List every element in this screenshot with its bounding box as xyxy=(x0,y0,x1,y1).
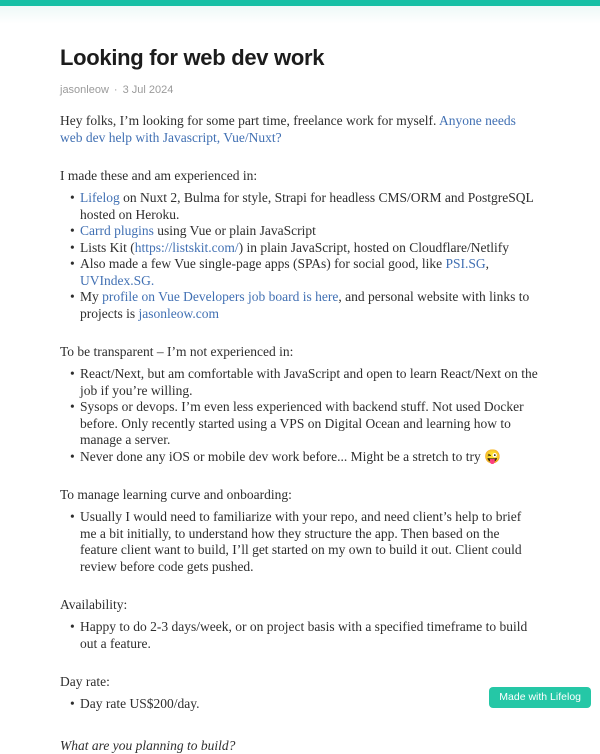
page-title: Looking for web dev work xyxy=(60,45,325,70)
list-item-text: ) in plain JavaScript, hosted on Cloudflare/Netlify xyxy=(238,239,509,255)
list-item xyxy=(70,190,540,223)
list-item xyxy=(70,240,540,257)
list-item-text: , and personal website with links to projects is xyxy=(80,289,530,321)
made-list xyxy=(60,190,540,322)
day-rate-list xyxy=(60,696,540,713)
list-item-text: , xyxy=(485,256,490,271)
list-item: • Never done any iOS or mobile dev work before... Might be a stretch to try 😜 xyxy=(70,449,540,466)
section-heading-made: I made these and am experienced in: xyxy=(60,168,258,183)
onboarding-list xyxy=(60,509,540,575)
list-item-text: on Nuxt 2, Bulma for style, Strapi for headless CMS/ORM and PostgreSQL hosted on Heroku. xyxy=(80,190,534,222)
closing-question: What are you planning to build? xyxy=(60,737,236,753)
section-heading-availability: Availability: xyxy=(60,597,128,612)
post-date: 3 Jul 2024 xyxy=(122,84,174,96)
list-item-text: using Vue or plain JavaScript xyxy=(153,223,316,238)
list-item: • React/Next, but am comfortable with JavaScript and open to learn React/Next on the job if you’re willing. xyxy=(70,366,540,399)
list-item-text: Also made a few Vue single-page apps (SPAs) for social good, like xyxy=(80,256,446,271)
list-item xyxy=(70,256,540,289)
link-carrd-plugins[interactable]: Carrd plugins xyxy=(80,223,154,238)
list-item: • Sysops or devops. I’m even less experienced with backend stuff. Not used Docker before. Only recently started using a VPS on Digital Ocean and learning how to manage a server. xyxy=(70,399,540,449)
link-listskit[interactable]: https://listskit.com/ xyxy=(134,239,239,255)
list-item: • Happy to do 2-3 days/week, or on project basis with a specified timeframe to build out a feature. xyxy=(70,619,540,652)
availability-list xyxy=(60,619,540,652)
section-heading-onboarding: To manage learning curve and onboarding: xyxy=(60,487,292,502)
transparent-list xyxy=(60,366,540,465)
list-item-text: My xyxy=(80,289,103,304)
list-item xyxy=(70,289,540,322)
made-with-lifelog-button[interactable]: Made with Lifelog xyxy=(489,687,591,708)
link-web-dev-help[interactable]: Anyone needs web dev help with Javascript, Vue/Nuxt? xyxy=(60,113,516,145)
list-item-text: Lists Kit ( xyxy=(80,239,135,255)
intro-paragraph xyxy=(60,112,540,146)
list-item: • Usually I would need to familiarize with your repo, and need client’s help to brief me a bit initially, to understand how they structure the app. Then based on the feature client want to build, I’ll get started on my own to build it out. Client could review before code gets pushed. xyxy=(70,509,540,575)
article xyxy=(0,44,600,754)
list-item: • Day rate US$200/day. xyxy=(70,696,540,713)
byline xyxy=(60,84,540,97)
byline-separator: · xyxy=(113,84,118,96)
link-vue-developers-profile[interactable]: profile on Vue Developers job board is here xyxy=(102,289,339,304)
section-heading-transparent: To be transparent – I’m not experienced in: xyxy=(60,344,294,359)
link-uvindex-sg[interactable]: UVIndex.SG. xyxy=(80,272,155,288)
link-psi-sg[interactable]: PSI.SG xyxy=(445,256,486,271)
top-glow-gradient xyxy=(0,6,600,24)
intro-text: Hey folks, I’m looking for some part time, freelance work for myself. xyxy=(60,113,440,128)
link-jasonleow-com[interactable]: jasonleow.com xyxy=(138,305,219,321)
section-heading-day-rate: Day rate: xyxy=(60,674,110,689)
list-item xyxy=(70,223,540,240)
author-name: jasonleow xyxy=(60,84,109,96)
link-lifelog[interactable]: Lifelog xyxy=(80,190,120,205)
